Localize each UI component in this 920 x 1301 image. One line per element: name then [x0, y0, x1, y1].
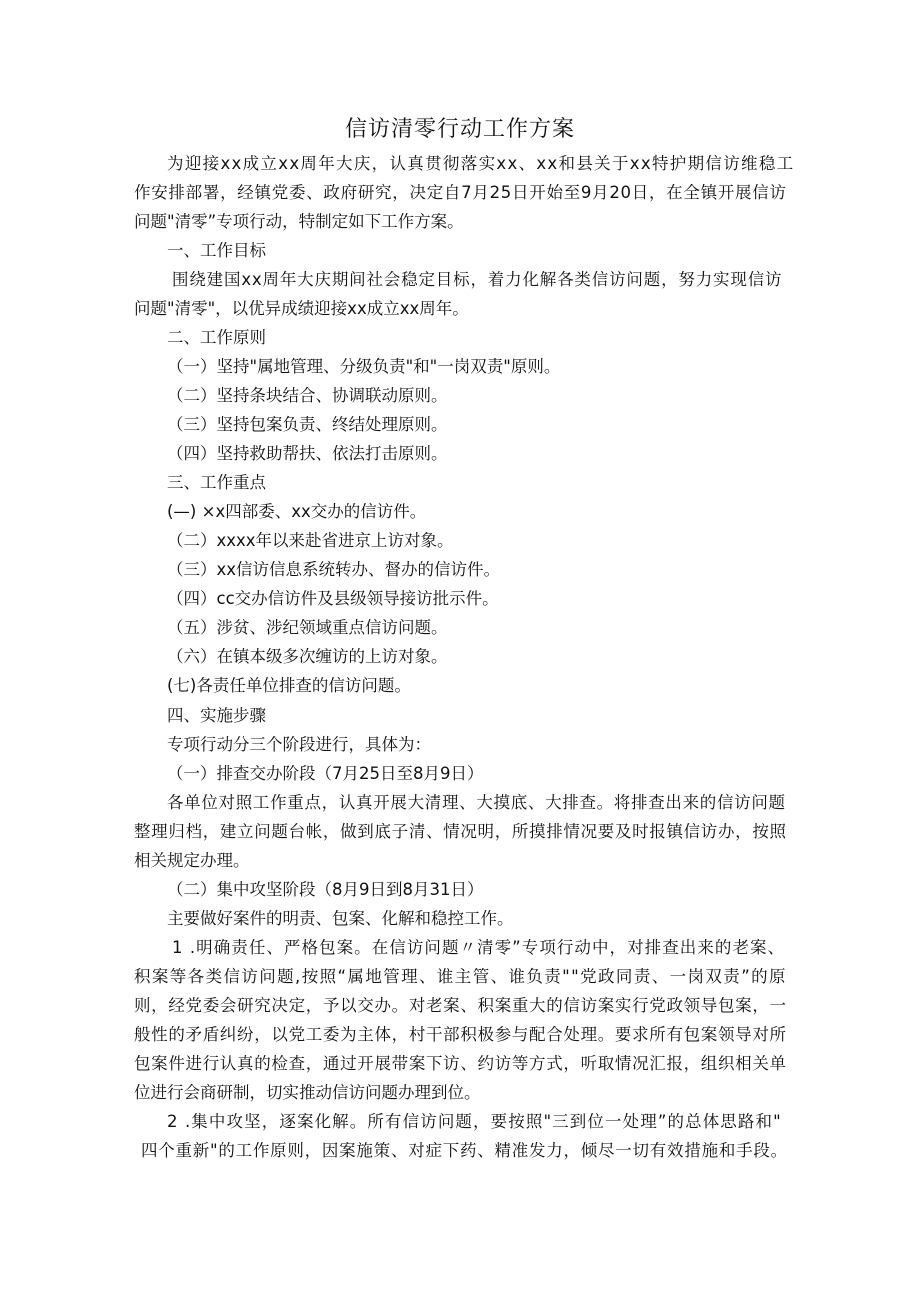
- paragraph-line: 1 .明确责任、严格包案。在信访问题〃清零”专项行动中，对排查出来的老案、: [172, 938, 786, 957]
- list-item: （四）坚持救助帮扶、依法打击原则。: [167, 444, 448, 463]
- list-item: （二）坚持条块结合、协调联动原则。: [167, 386, 448, 405]
- paragraph-line: 2 .集中攻坚，逐案化解。所有信访问题，要按照"三到位一处理”的总体思路和": [167, 1112, 782, 1131]
- list-item: （二）xxxx年以来赴省进京上访对象。: [167, 531, 454, 550]
- paragraph-line: 四个重新"的工作原则，因案施策、对症下药、精准发力，倾尽一切有效措施和手段。: [141, 1141, 788, 1160]
- paragraph-line: 各单位对照工作重点，认真开展大清理、大摸底、大排查。将排查出来的信访问题: [167, 793, 786, 812]
- paragraph-line: 作安排部署，经镇党委、政府研究，决定自7月25日开始至9月20日，在全镇开展信访: [134, 183, 787, 202]
- section-heading: 三、工作重点: [167, 473, 266, 492]
- list-item: (—) ×x四部委、xx交办的信访件。: [167, 502, 427, 521]
- document-title: 信访清零行动工作方案: [344, 117, 575, 142]
- section-heading: 二、工作原则: [167, 328, 266, 347]
- paragraph-line: 主要做好案件的明责、包案、化解和稳控工作。: [167, 909, 514, 928]
- list-item: （三）xx信访信息系统转办、督办的信访件。: [167, 560, 501, 579]
- paragraph-line: 专项行动分三个阶段进行，具体为：: [167, 735, 431, 754]
- paragraph-line: 相关规定办理。: [134, 851, 250, 870]
- paragraph-line: 则，经党委会研究决定，予以交办。对老案、积案重大的信访案实行党政领导包案，一: [134, 996, 787, 1015]
- list-item: （四）cc交办信访件及县级领导接访批示件。: [167, 589, 499, 608]
- paragraph-line: 整理归档，建立问题台帐，做到底子清、情况明，所摸排情况要及时报镇信访办，按照: [134, 822, 787, 841]
- list-item: （三）坚持包案负责、终结处理原则。: [167, 415, 448, 434]
- paragraph-line: 积案等各类信访问题,按照“属地管理、谁主管、谁负责""党政同责、一岗双责”的原: [134, 967, 787, 986]
- paragraph-line: 为迎接xx成立xx周年大庆，认真贯彻落实xx、xx和县关于xx特护期信访维稳工: [167, 154, 795, 173]
- paragraph-line: 位进行会商研制，切实推动信访问题办理到位。: [134, 1083, 481, 1102]
- list-item: (七)各责任单位排查的信访问题。: [167, 676, 411, 695]
- paragraph-line: 问题"清零”专项行动，特制定如下工作方案。: [134, 212, 464, 231]
- list-item: （六）在镇本级多次缠访的上访对象。: [167, 647, 448, 666]
- paragraph-line: 围绕建国xx周年大庆期间社会稳定目标，着力化解各类信访问题，努力实现信访: [172, 270, 783, 289]
- section-heading: 一、工作目标: [167, 241, 266, 260]
- subsection-heading: （二）集中攻坚阶段（8月9日到8月31日）: [167, 880, 484, 899]
- paragraph-line: 包案件进行认真的检查，通过开展带案下访、约访等方式，听取情况汇报，组织相关单: [134, 1054, 787, 1073]
- section-heading: 四、实施步骤: [167, 706, 266, 725]
- list-item: （五）涉贫、涉纪领域重点信访问题。: [167, 618, 448, 637]
- subsection-heading: （一）排查交办阶段（7月25日至8月9日）: [167, 764, 484, 783]
- list-item: （一）坚持"属地管理、分级负责"和"一岗双责"原则。: [167, 357, 561, 376]
- paragraph-line: 般性的矛盾纠纷，以党工委为主体，村干部积极参与配合处理。要求所有包案领导对所: [134, 1025, 787, 1044]
- paragraph-line: 问题"清零"，以优异成绩迎接xx成立xx周年。: [134, 299, 469, 318]
